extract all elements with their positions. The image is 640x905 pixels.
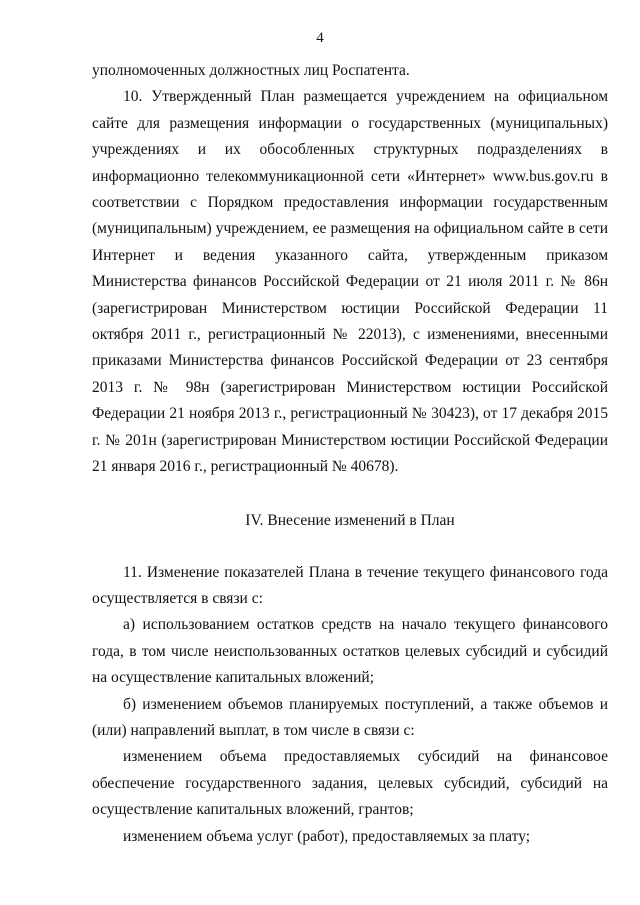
paragraph-11-b-item-2: изменением объема услуг (работ), предоставляемых за плату; (123, 827, 531, 845)
paragraph-11-b-item-1: изменением объема предоставляемых субсидий на финансовое обеспечение государственного задания, целевых субсидий, субсидий на осуществление капитальных вложений, грантов; (92, 748, 608, 819)
paragraph-11-a: а) использованием остатков средств на начало текущего финансового года, в том числе неиспользованных остатков целевых субсидий и субсидий на осуществление капитальных вложений; (92, 616, 608, 687)
section-heading: IV. Внесение изменений в План (245, 511, 455, 529)
paragraph-11-b: б) изменением объемов планируемых поступлений, а также объемов и (или) направлений выплат, в том числе в связи с: (92, 695, 608, 739)
paragraph-10: 10. Утвержденный План размещается учреждением на официальном сайте для размещения информации о государственных (муниципальных) учреждениях и их обособленных структурных подразделениях в информационно телекоммуникационной сети «Интернет» www.bus.gov.ru в соответствии с Порядком предоставления информации государственным (муниципальным) учреждением, ее размещения на официальном сайте в сети Интернет и ведения указанного сайта, утвержденным приказом Министерства финансов Российской Федерации от 21 июля 2011 г. № 86н (зарегистрирован Министерством юстиции Российской Федерации 11 октября 2011 г., регистрационный № 22013), с изменениями, внесенными приказами Министерства финансов Российской Федерации от 23 сентября 2013 г. № 98н (зарегистрирован Министерством юстиции Российской Федерации 21 ноября 2013 г., регистрационный № 30423), от 17 декабря 2015 г. № 201н (зарегистрирован Министерством юстиции Российской Федерации 21 января 2016 г., регистрационный № 40678). (92, 88, 608, 476)
document-body (92, 58, 608, 850)
paragraph-11: 11. Изменение показателей Плана в течение текущего финансового года осуществляется в связи с: (92, 563, 608, 607)
page-number: 4 (316, 30, 324, 46)
paragraph-continuation: уполномоченных должностных лиц Роспатента. (92, 62, 410, 79)
